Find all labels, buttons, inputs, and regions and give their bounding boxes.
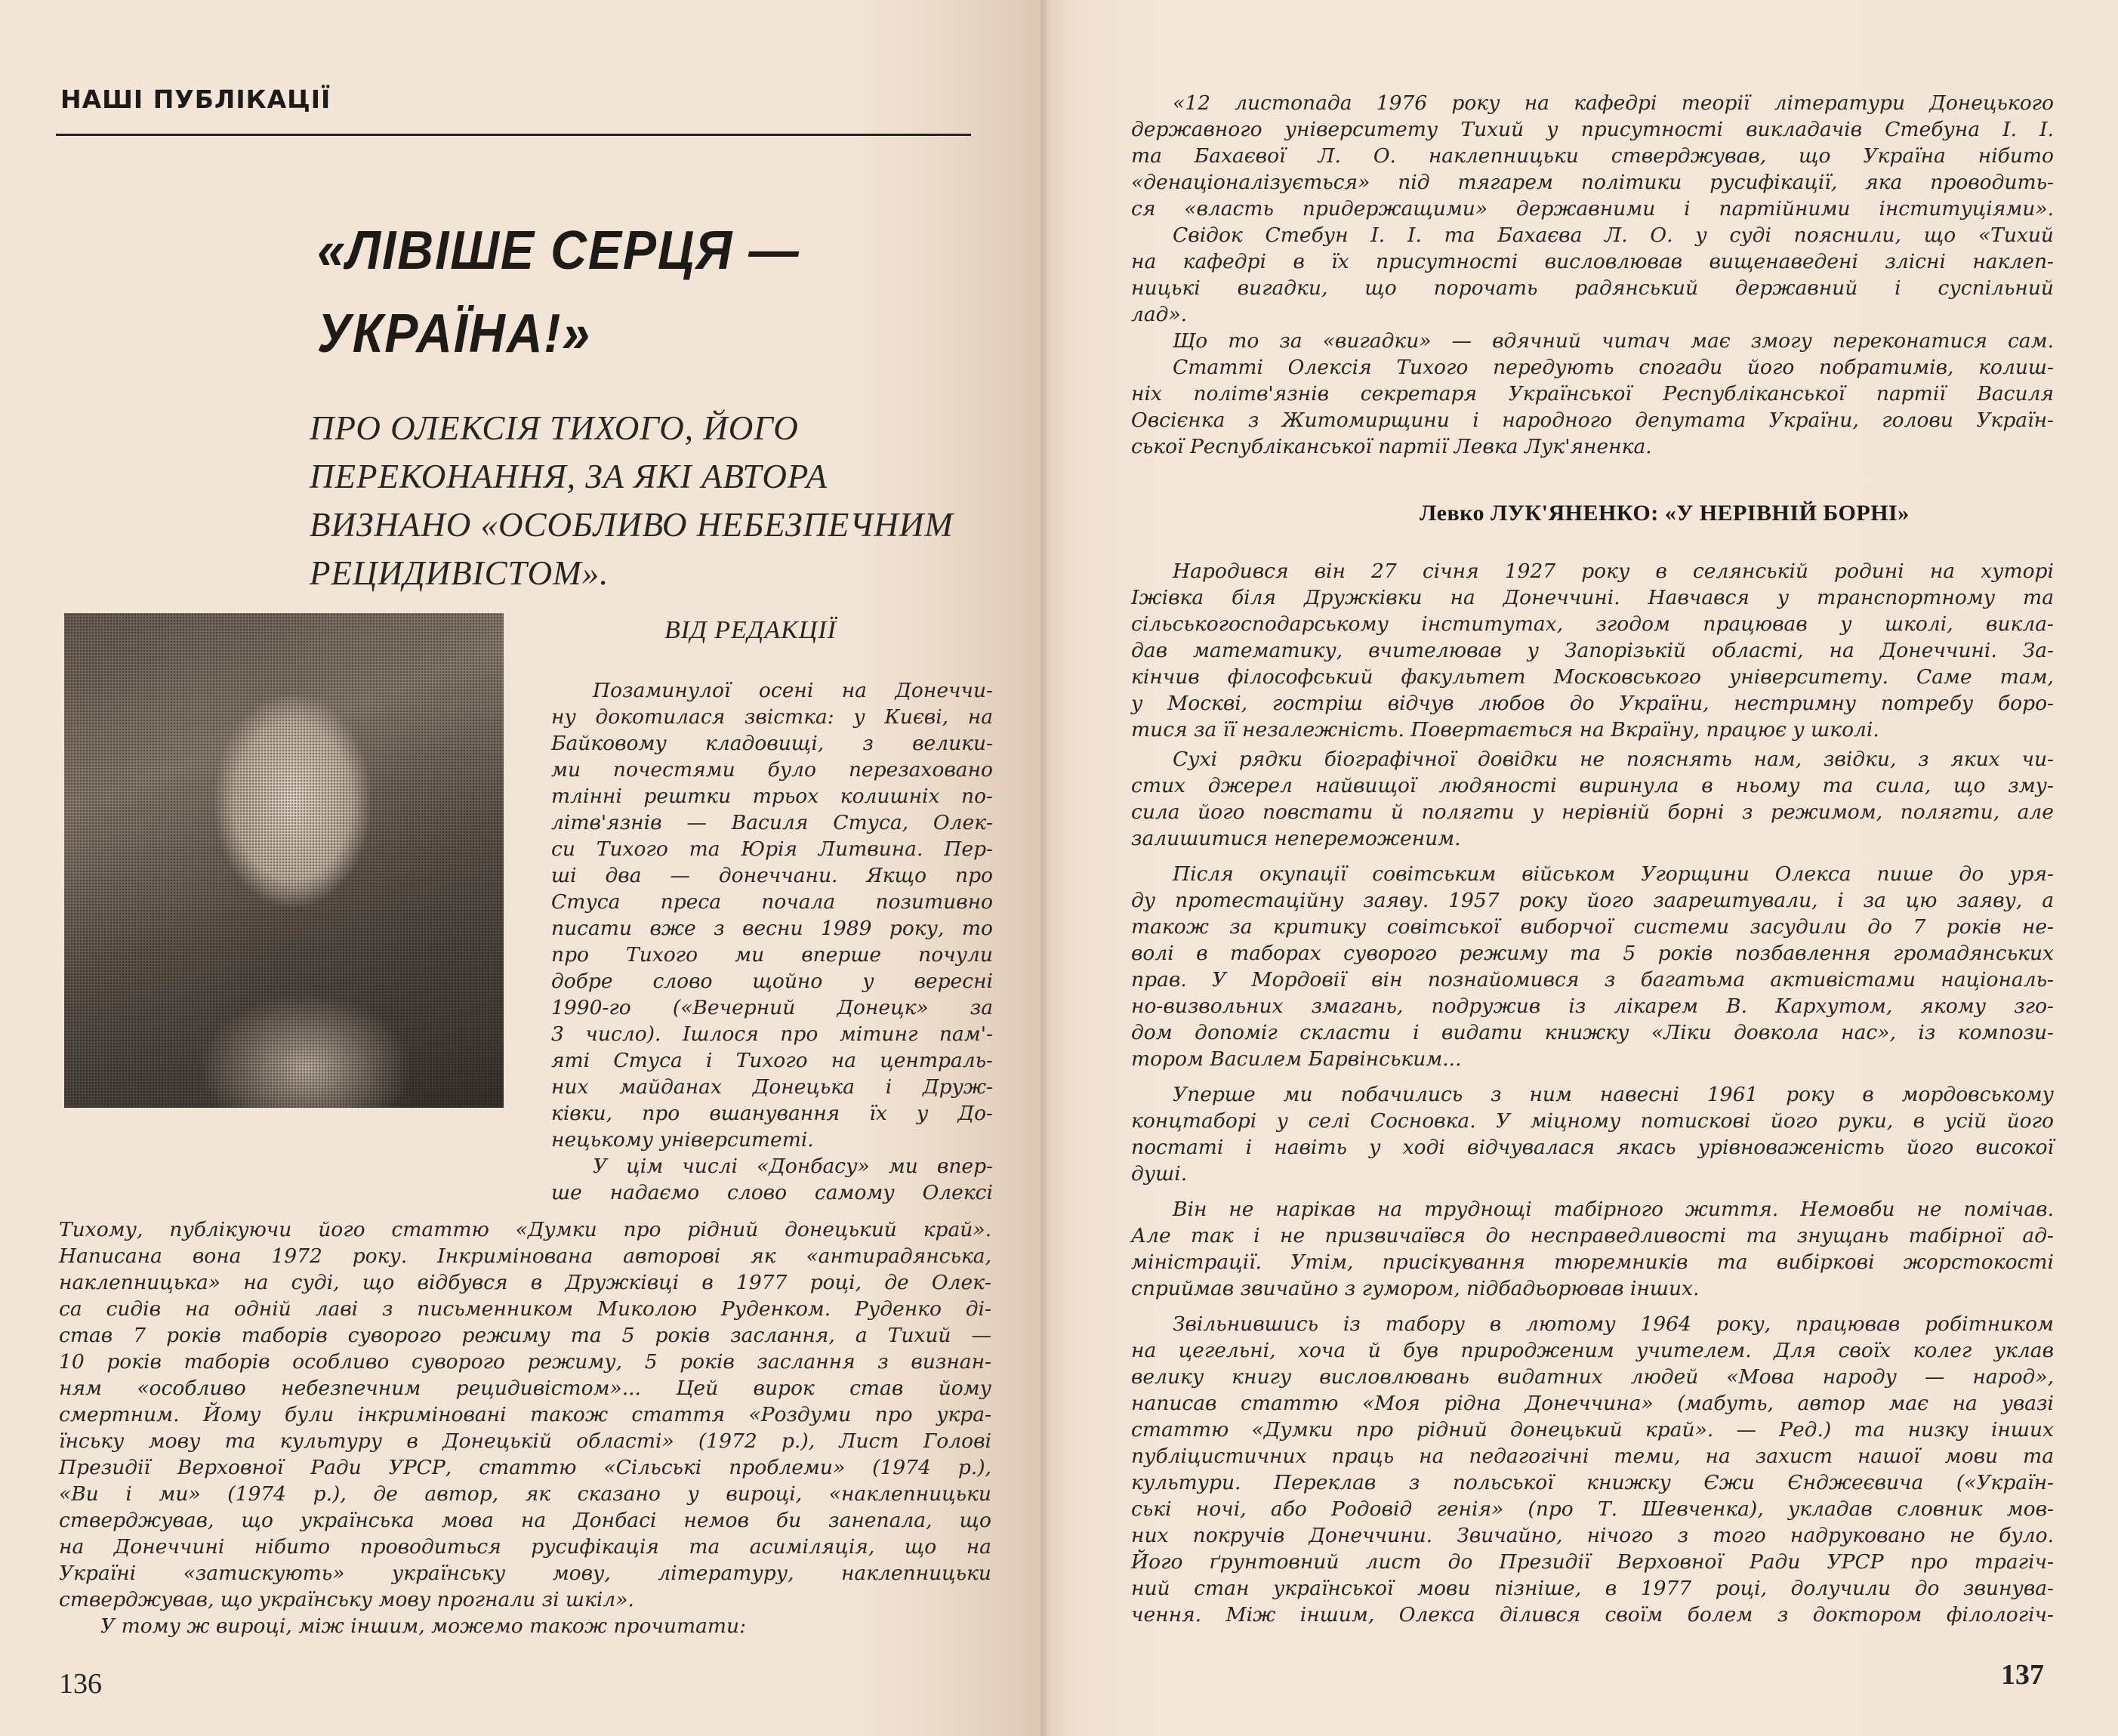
- book-gutter: [1041, 0, 1051, 1736]
- text-line: «12 листопада 1976 року на кафедрі теорії літератури Донецького: [1173, 91, 2054, 115]
- text-line: велику книгу висловлювань видатних людей «Мова народу — народ»,: [1131, 1365, 2054, 1389]
- page-number-right: 137: [2001, 1659, 2044, 1691]
- text-line: душі.: [1131, 1162, 1188, 1186]
- text-line: ніх політв'язнів секретаря Української Республіканської партії Василя: [1131, 382, 2054, 405]
- text-line: написав статтю «Моя рідна Донеччина» (мабуть, автор має на увазі: [1131, 1392, 2054, 1415]
- text-line: дав математику, вчителював у Запорізькій області, на Донеччині. За-: [1131, 639, 2054, 662]
- text-line: 3 число). Ішлося про мітинг пам'-: [551, 1022, 993, 1046]
- text-line: ми почестями було перезаховано: [551, 758, 993, 782]
- editorial-heading: ВІД РЕДАКЦІЇ: [664, 616, 837, 644]
- text-line: Народився він 27 січня 1927 року в селянській родині на хуторі: [1173, 560, 2054, 583]
- text-line: Овсієнка з Житомирщини і народного депутата України, голови Україн-: [1131, 409, 2054, 432]
- portrait-photo: [64, 613, 504, 1108]
- text-line: Україні «затискують» українську мову, літературу, наклепницьки: [59, 1562, 991, 1585]
- text-line: Звільнившись із табору в лютому 1964 року, працював робітником: [1173, 1312, 2054, 1336]
- text-line: «Ви і ми» (1974 р.), де автор, як сказано у вироці, «наклепницьки: [59, 1482, 991, 1506]
- text-line: ської Республіканської партії Левка Лук'яненка.: [1131, 435, 1652, 458]
- text-line: культури. Переклав з польської книжку Єжи Єнджеєвича («Україн-: [1131, 1471, 2054, 1494]
- text-line: ду протестаційну заяву. 1957 року його заарештували, і за цю заяву, а: [1131, 889, 2054, 912]
- text-line: 1990-го («Вечерний Донецк» за: [551, 996, 993, 1019]
- text-line: про Тихого ми вперше почули: [551, 943, 993, 967]
- text-line: Але так і не призвичаївся до несправедливості та знущань табірної ад-: [1131, 1224, 2054, 1247]
- subtitle-line: ВИЗНАНО «ОСОБЛИВО НЕБЕЗПЕЧНИМ: [310, 506, 954, 544]
- text-line: на кафедрі в їх присутності висловлював вищенаведені злісні наклеп-: [1131, 250, 2054, 273]
- text-line: тором Василем Барвінським...: [1131, 1047, 1462, 1071]
- text-line: концтаборі у селі Сосновка. У міцному потискові його руки, в усій його: [1131, 1109, 2054, 1133]
- text-line: 10 років таборів особливо суворого режиму, 5 років заслання з визнан-: [59, 1350, 991, 1374]
- text-line: наклепницька» на суді, що відбувся в Дружківці в 1977 році, де Олек-: [59, 1271, 991, 1294]
- text-line: сприймав звичайно з гумором, підбадьорював інших.: [1131, 1277, 1700, 1300]
- text-line: У цім числі «Донбасу» ми впер-: [593, 1155, 993, 1178]
- text-line: Президії Верховної Ради УРСР, статтю «Сільські проблеми» (1974 р.),: [59, 1456, 991, 1479]
- text-line: Позаминулої осені на Донеччи-: [593, 679, 993, 702]
- text-line: ся «власть придержащими» державними і партійними інституціями».: [1131, 197, 2054, 220]
- text-line: ські ночі, або Родовід генія» (про Т. Шевченка), укладав словник мов-: [1131, 1497, 2054, 1521]
- text-line: Сухі рядки біографічної довідки не пояснять нам, звідки, з яких чи-: [1173, 748, 2054, 771]
- text-line: них майданах Донецька і Друж-: [551, 1075, 993, 1099]
- page-number-left: 136: [59, 1668, 102, 1700]
- text-line: си Тихого та Юрія Литвина. Пер-: [551, 837, 993, 861]
- text-line: Тихому, публікуючи його статтю «Думки про рідний донецький край».: [59, 1218, 991, 1241]
- text-line: сільськогосподарському інститутах, згодом працював у школі, викла-: [1131, 612, 2054, 636]
- text-line: Байковому кладовищі, з велики-: [551, 732, 993, 755]
- text-line: публіцистичних праць на педагогічні теми, на захист нашої мови та: [1131, 1445, 2054, 1468]
- text-line: добре слово щойно у вересні: [551, 970, 993, 993]
- section-label: НАШІ ПУБЛІКАЦІЇ: [60, 85, 331, 114]
- text-line: ницькі вигадки, що порочать радянський державний і суспільний: [1131, 276, 2054, 300]
- text-line: «денаціоналізується» під тягарем політики русифікації, яка проводить-: [1131, 171, 2054, 194]
- text-line: стих джерел найвищої людяності виринула в ньому та сила, що зму-: [1131, 774, 2054, 797]
- text-line: волі в таборах суворого режиму та 5 років позбавлення громадянських: [1131, 942, 2054, 965]
- text-line: стверджував, що українська мова на Донбасі немов би занепала, що: [59, 1509, 991, 1532]
- article-title-line-1: «ЛІВІШЕ СЕРЦЯ —: [317, 220, 800, 281]
- text-line: У тому ж вироці, між іншим, можемо також прочитати:: [100, 1614, 747, 1638]
- text-line: Свідок Стебун І. І. та Бахаєва Л. О. у суді пояснили, що «Тихий: [1173, 224, 2054, 247]
- text-line: прав. У Мордовії він познайомився з багатьма активістами національ-: [1131, 968, 2054, 991]
- text-line: писати вже з весни 1989 року, то: [551, 917, 993, 940]
- text-line: на цегельні, хоча й був природженим учителем. Для своїх колег уклав: [1131, 1339, 2054, 1362]
- text-line: тлінні рештки трьох колишніх по-: [551, 785, 993, 808]
- subtitle-line: РЕЦИДИВІСТОМ».: [310, 554, 609, 592]
- text-line: також за критику совітської виборчої системи засудили до 7 років не-: [1131, 915, 2054, 939]
- text-line: смертним. Йому були інкриміновані також стаття «Роздуми про укра-: [59, 1403, 991, 1426]
- text-line: ну докотилася звістка: у Києві, на: [551, 705, 993, 729]
- memoir-subheading: Левко ЛУК'ЯНЕНКО: «У НЕРІВНІЙ БОРНІ»: [1420, 501, 1910, 526]
- text-line: чення. Між іншим, Олекса ділився своїм болем з доктором філологіч-: [1131, 1603, 2054, 1627]
- text-line: ківки, про вшанування їх у До-: [551, 1102, 993, 1125]
- text-line: Написана вона 1972 року. Інкримінована авторові як «антирадянська,: [59, 1244, 991, 1268]
- subtitle-line: ПЕРЕКОНАННЯ, ЗА ЯКІ АВТОРА: [310, 458, 828, 495]
- text-line: літв'язнів — Василя Стуса, Олек-: [551, 811, 993, 834]
- text-line: став 7 років таборів суворого режиму та 5 років заслання, а Тихий —: [59, 1324, 991, 1347]
- text-line: Він не нарікав на труднощі табірного життя. Немовби не помічав.: [1173, 1198, 2054, 1221]
- text-line: яті Стуса і Тихого на централь-: [551, 1049, 993, 1072]
- text-line: но-визвольних змагань, подружив із лікарем В. Кархутом, якому зго-: [1131, 994, 2054, 1018]
- text-line: дом допоміг скласти і видати книжку «Ліки довкола нас», із компози-: [1131, 1021, 2054, 1044]
- text-line: кінчив філософський факультет Московського університету. Саме там,: [1131, 665, 2054, 689]
- text-line: стверджував, що українську мову прогнали зі шкіл».: [59, 1588, 634, 1611]
- text-line: са сидів на одній лаві з письменником Миколою Руденком. Руденко ді-: [59, 1297, 991, 1321]
- section-divider: [56, 134, 971, 136]
- text-line: нецькому університеті.: [551, 1128, 814, 1152]
- text-line: міністрації. Утім, присікування тюремників та вибіркові жорстокості: [1131, 1250, 2054, 1274]
- article-subtitle: [310, 404, 1034, 597]
- text-line: Статті Олексія Тихого передують спогади його побратимів, колиш-: [1173, 356, 2054, 379]
- text-line: постаті і навіть у ході відчувалася якась урівноваженість його високої: [1131, 1136, 2054, 1159]
- text-line: тися за її незалежність. Повертається на Вкраїну, працює у школі.: [1131, 718, 1879, 742]
- text-line: ші два — донеччани. Якщо про: [551, 864, 993, 887]
- text-line: Його ґрунтовний лист до Президії Верховної Ради УРСР про трагіч-: [1131, 1550, 2054, 1574]
- text-line: їнську мову та культуру в Донецькій області» (1972 р.), Лист Голові: [59, 1429, 991, 1453]
- text-line: державного університету Тихий у присутності викладачів Стебуна І. І.: [1131, 118, 2054, 141]
- text-line: статтю «Думки про рідний донецький край». — Ред.) та низку інших: [1131, 1418, 2054, 1442]
- text-line: ням «особливо небезпечним рецидивістом»... Цей вирок став йому: [59, 1377, 991, 1400]
- text-line: Стуса преса почала позитивно: [551, 890, 993, 914]
- subtitle-line: ПРО ОЛЕКСІЯ ТИХОГО, ЙОГО: [310, 409, 799, 447]
- text-line: ше надаємо слово самому Олексі: [551, 1181, 993, 1204]
- article-title-line-2: УКРАЇНА!»: [317, 304, 591, 364]
- text-line: Уперше ми побачились з ним навесні 1961 року в мордовському: [1173, 1083, 2054, 1106]
- text-line: Після окупації совітським військом Угорщини Олекса пише до уря-: [1173, 862, 2054, 886]
- text-line: них покручів Донеччини. Звичайно, нічого з того надруковано не було.: [1131, 1524, 2054, 1547]
- text-line: Іжівка біля Дружківки на Донеччині. Навчався у транспортному та: [1131, 586, 2054, 609]
- text-line: у Москві, гостріш відчув любов до України, нестримну потребу боро-: [1131, 692, 2054, 715]
- text-line: лад».: [1131, 303, 1188, 326]
- text-line: та Бахаєвої Л. О. наклепницьки стверджував, що Україна нібито: [1131, 144, 2054, 168]
- text-line: сила його повстати й полягти у нерівній борні з режимом, полягти, але: [1131, 800, 2054, 824]
- text-line: на Донеччині нібито проводиться русифікація та асиміляція, що на: [59, 1535, 991, 1559]
- text-line: ний стан української мови пізніше, в 1977 році, долучили до звинува-: [1131, 1577, 2054, 1600]
- text-line: Що то за «вигадки» — вдячний читач має змогу переконатися сам.: [1173, 329, 2054, 353]
- text-line: залишитися непереможеним.: [1131, 827, 1461, 850]
